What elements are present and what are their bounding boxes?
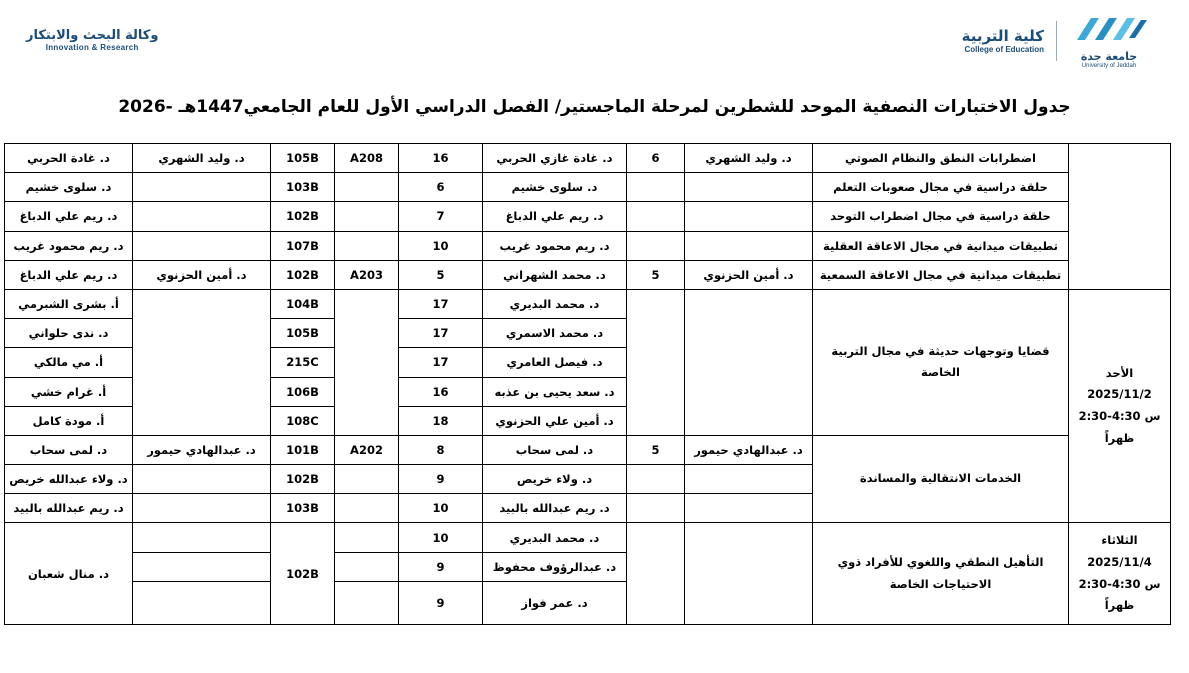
college-logo [962, 12, 1149, 69]
course-name: اضطرابات النطق والنظام الصوتي [813, 144, 1069, 173]
observer-name: د. ريم علي الدباغ [5, 202, 133, 231]
observer-name: د. منال شعبان [5, 523, 133, 624]
observer-name: أ. غرام خشي [5, 377, 133, 406]
proctor-name-empty [133, 523, 271, 552]
observer-name: د. ولاء عبدالله خريص [5, 465, 133, 494]
course-name: قضايا وتوجهات حديثة في مجال التربية الخاصة [813, 289, 1069, 435]
observer-name: د. ريم عبدالله بالبيد [5, 494, 133, 523]
section-count [627, 289, 685, 435]
student-count: 17 [399, 289, 483, 318]
course-instructor [685, 231, 813, 260]
teacher-name: د. ريم محمود غريب [483, 231, 627, 260]
university-name-en: University of Jeddah [1081, 63, 1137, 69]
university-name-ar: جامعة جدة [1080, 50, 1138, 63]
page-title: جدول الاختبارات النصفية الموحد للشطرين لمرحلة الماجستير/ الفصل الدراسي الأول للعام الجامعي1447هـ -2026 [118, 97, 1071, 117]
section-count: 6 [627, 144, 685, 173]
observer-name: د. لمى سحاب [5, 435, 133, 464]
student-count: 16 [399, 377, 483, 406]
teacher-name: د. ريم عبدالله بالبيد [483, 494, 627, 523]
course-instructor-empty [685, 494, 813, 523]
student-count: 10 [399, 231, 483, 260]
room-code [335, 202, 399, 231]
teacher-name: د. محمد البديري [483, 289, 627, 318]
hall-code: 105B [271, 319, 335, 348]
room-code [335, 173, 399, 202]
course-name: الخدمات الانتقالية والمساندة [813, 435, 1069, 523]
proctor-name: د. وليد الشهري [133, 144, 271, 173]
student-count: 8 [399, 435, 483, 464]
hall-code: 104B [271, 289, 335, 318]
university-emblem-icon [1069, 12, 1149, 46]
teacher-name: د. محمد الاسمري [483, 319, 627, 348]
hall-code: 215C [271, 348, 335, 377]
observer-name: أ. مي مالكي [5, 348, 133, 377]
teacher-name: د. محمد الشهراني [483, 260, 627, 289]
table-row [5, 173, 1171, 202]
observer-name: د. غادة الحربي [5, 144, 133, 173]
logo-divider [1056, 21, 1057, 61]
teacher-name: د. سلوى خشيم [483, 173, 627, 202]
hall-code: 102B [271, 523, 335, 624]
room-code [335, 289, 399, 435]
proctor-name [133, 289, 271, 435]
course-instructor [685, 289, 813, 435]
section-count [627, 523, 685, 624]
section-count-empty [627, 465, 685, 494]
teacher-name: د. ولاء خريص [483, 465, 627, 494]
observer-name: د. ندى حلواني [5, 319, 133, 348]
table-row [5, 260, 1171, 289]
college-name-ar: كلية التربية [961, 27, 1044, 45]
proctor-name [133, 173, 271, 202]
course-instructor [685, 202, 813, 231]
hall-code: 108C [271, 406, 335, 435]
room-code: A208 [335, 144, 399, 173]
observer-name: أ. مودة كامل [5, 406, 133, 435]
day-cell-sunday [1069, 289, 1171, 523]
teacher-name: د. أمين علي الحزنوي [483, 406, 627, 435]
student-count: 9 [399, 465, 483, 494]
course-name: حلقة دراسية في مجال صعوبات التعلم [813, 173, 1069, 202]
agency-name-ar: وكالة البحث والابتكار [26, 28, 159, 43]
table-row [5, 435, 1171, 464]
day-time: س 4:30-2:30 [1078, 576, 1161, 591]
proctor-name [133, 202, 271, 231]
room-code [335, 231, 399, 260]
teacher-name: د. فيصل العامري [483, 348, 627, 377]
table-row [5, 289, 1171, 318]
proctor-name: د. أمين الحزنوي [133, 260, 271, 289]
course-instructor: د. عبدالهادي حيمور [685, 435, 813, 464]
day-cell-empty [1069, 144, 1171, 290]
proctor-name [133, 231, 271, 260]
student-count: 17 [399, 348, 483, 377]
room-code-empty [335, 552, 399, 581]
teacher-name: د. سعد يحيى بن عذبه [483, 377, 627, 406]
proctor-name-empty [133, 552, 271, 581]
hall-code: 102B [271, 465, 335, 494]
course-instructor-empty [685, 465, 813, 494]
hall-code: 102B [271, 202, 335, 231]
section-count: 5 [627, 435, 685, 464]
course-name: تطبيقات ميدانية في مجال الاعاقة السمعية [813, 260, 1069, 289]
observer-name: د. سلوى خشيم [5, 173, 133, 202]
teacher-name: د. لمى سحاب [483, 435, 627, 464]
hall-code: 103B [271, 173, 335, 202]
section-count: 5 [627, 260, 685, 289]
teacher-name: د. ريم علي الدباغ [483, 202, 627, 231]
table-row [5, 144, 1171, 173]
student-count: 6 [399, 173, 483, 202]
course-name: حلقة دراسية في مجال اضطراب التوحد [813, 202, 1069, 231]
course-name: تطبيقات ميدانية في مجال الاعاقة العقلية [813, 231, 1069, 260]
section-count [627, 173, 685, 202]
room-code: A203 [335, 260, 399, 289]
section-count [627, 231, 685, 260]
room-code-empty [335, 494, 399, 523]
student-count: 5 [399, 260, 483, 289]
proctor-name-empty [133, 494, 271, 523]
college-name-en: College of Education [964, 45, 1044, 54]
student-count: 9 [399, 552, 483, 581]
observer-name: د. ريم محمود غريب [5, 231, 133, 260]
day-cell-tuesday [1069, 523, 1171, 624]
hall-code: 101B [271, 435, 335, 464]
day-period: ظهراً [1104, 431, 1135, 446]
room-code: A202 [335, 435, 399, 464]
course-instructor [685, 173, 813, 202]
student-count: 17 [399, 319, 483, 348]
section-count [627, 202, 685, 231]
table-row [5, 231, 1171, 260]
hall-code: 102B [271, 260, 335, 289]
observer-name: د. ريم علي الدباغ [5, 260, 133, 289]
teacher-name: د. عمر فواز [483, 581, 627, 624]
student-count: 10 [399, 523, 483, 552]
day-name: الأحد [1105, 365, 1134, 380]
day-period: ظهراً [1104, 598, 1135, 613]
room-code-empty [335, 581, 399, 624]
table-row [5, 202, 1171, 231]
student-count: 10 [399, 494, 483, 523]
course-instructor [685, 523, 813, 624]
hall-code: 106B [271, 377, 335, 406]
proctor-name: د. عبدالهادي حيمور [133, 435, 271, 464]
table-row [5, 523, 1171, 552]
course-name: التأهيل النطقي واللغوي للأفراد ذوي الاحتياجات الخاصة [813, 523, 1069, 624]
course-instructor: د. أمين الحزنوي [685, 260, 813, 289]
section-count-empty [627, 494, 685, 523]
day-name: الثلاثاء [1101, 532, 1138, 547]
course-instructor: د. وليد الشهري [685, 144, 813, 173]
day-time: س 4:30-2:30 [1078, 409, 1161, 424]
student-count: 16 [399, 144, 483, 173]
teacher-name: د. محمد البديري [483, 523, 627, 552]
hall-code: 105B [271, 144, 335, 173]
hall-code: 107B [271, 231, 335, 260]
proctor-name-empty [133, 581, 271, 624]
day-date: 2025/11/4 [1087, 554, 1152, 569]
room-code-empty [335, 465, 399, 494]
hall-code: 103B [271, 494, 335, 523]
agency-logo [26, 28, 158, 52]
room-code-empty [335, 523, 399, 552]
teacher-name: د. غادة غازي الحربي [483, 144, 627, 173]
agency-name-en: Innovation & Research [45, 43, 139, 52]
exam-schedule-table [4, 143, 1171, 625]
day-date: 2025/11/2 [1087, 387, 1152, 402]
observer-name: أ. بشرى الشبرمي [5, 289, 133, 318]
student-count: 9 [399, 581, 483, 624]
proctor-name-empty [133, 465, 271, 494]
student-count: 18 [399, 406, 483, 435]
teacher-name: د. عبدالرؤوف محفوظ [483, 552, 627, 581]
student-count: 7 [399, 202, 483, 231]
